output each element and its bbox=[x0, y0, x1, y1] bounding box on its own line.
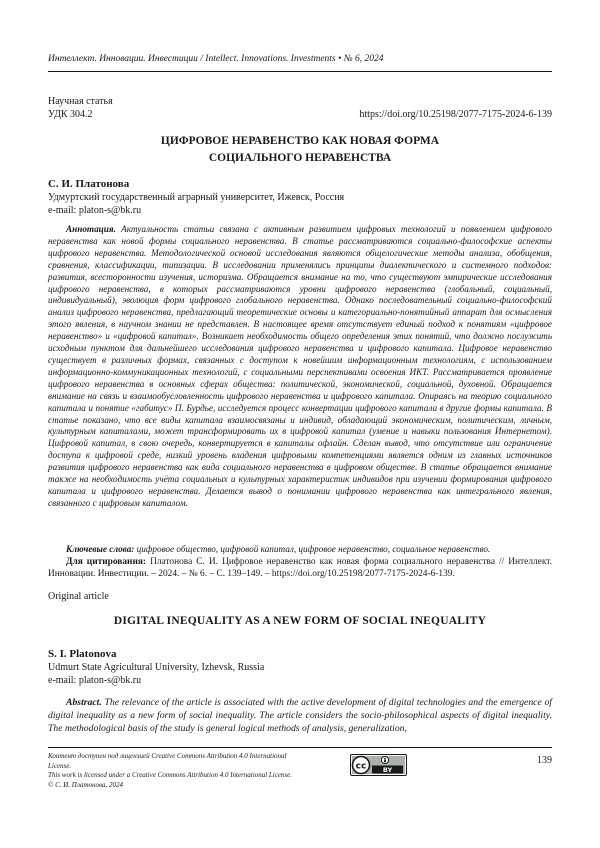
cc-by-text: BY bbox=[382, 766, 393, 775]
cc-logo-text: cc bbox=[355, 761, 367, 772]
title-ru-line-1: ЦИФРОВОЕ НЕРАВЕНСТВО КАК НОВАЯ ФОРМА bbox=[160, 135, 440, 147]
affiliation-en: Udmurt State Agricultural University, Izhevsk, Russia bbox=[48, 662, 265, 673]
keywords-ru-label: Ключевые слова: bbox=[66, 544, 135, 554]
author-en: S. I. Platonova bbox=[48, 648, 117, 660]
citation-ru-text: Платонова С. И. Цифровое неравенство как новая форма социального неравенства // Интеллект. Инновации. Инвестиции. – 2024. – № 6. – С. 139–149. – https://doi.org/10.25198/2077-7175-2024-6-139. bbox=[48, 557, 553, 579]
keywords-ru bbox=[48, 543, 552, 555]
title-ru bbox=[48, 133, 552, 167]
title-en: DIGITAL INEQUALITY AS A NEW FORM OF SOCIAL INEQUALITY bbox=[113, 615, 487, 627]
abstract-ru-text: Актуальность статьи связана с активным развитием цифровых технологий и появлением цифрового неравенства как новой формы социального неравенства. В статье рассматриваются социально-философские аспекты цифрового неравенства. Методологической основой исследования являются общелогические методы анализа, обобщения, сравнения, классификации, типизации. В исследовании применялись принципы диалектического и системного подходов: развития, всесторонности изучения, историзма. Обращается внимание на то, что существуют эмпирические исследования цифрового неравенства, в которых рассматриваются уровни цифрового неравенства (глобальный, социальный, индивидуальный), эволюция форм цифрового глобального неравенства. Однако последовательный социально-философский анализ цифрового неравенства, предлагающий теоретические основы и категориально-понятийный аппарат для осмысления этого явления, в научном знании не представлен. В настоящее время отсутствует единый подход к понятиям «цифровое неравенство» и «цифровой капитал». Возникает необходимость общего определения этих понятий, что должно послужить исходным пунктом для дальнейшего исследования цифрового неравенства и цифрового капитала. Цифровое неравенство существует в различных формах, связанных с доступом к новейшим информационным технологиям, с использованием информационно-коммуникационных технологий, с социальными перспективами освоения ИКТ. Рассматривается проявление цифрового неравенства в основных сферах общества: политической, экономической, социальной, духовной. Обращается внимание на связь и взаимообусловленность цифрового неравенства и цифрового капитала. Опираясь на теорию социального капитала и понятие «габитус» П. Бурдье, исследуется процесс конвертации цифрового капитала в другие формы капитала. В статье показано, что все виды капитала взаимосвязаны и индивид, обладающий экономическим, политическим, личным, культурным капиталами, может трансформировать их в цифровой капитал (умение и навыки пользования Интернетом). Цифровой капитал, в свою очередь, конвертируется в капиталы офлайн. Сделан вывод, что отсутствие или ограничение доступа к цифровой среде, низкий уровень владения цифровыми компетенциями является одним из главных источников развития цифрового неравенства как вида социального неравенства в цифровом обществе. В статье обращается внимание также на необходимость учёта социальных и культурных характеристик индивидов при изучении формирования цифрового капитала и цифрового неравенства. Делается вывод о понимании цифрового неравенства как интегрального явления, связанного с цифровым капиталом. bbox=[48, 224, 552, 508]
doi-link[interactable]: https://doi.org/10.25198/2077-7175-2024-6-139 bbox=[359, 109, 552, 120]
copyright: © С. И. Платонова, 2024 bbox=[48, 780, 124, 789]
abstract-en-label: Abstract. bbox=[66, 697, 102, 708]
keywords-ru-text: цифровое общество, цифровой капитал, цифровое неравенство, социальное неравенство. bbox=[136, 544, 491, 554]
citation-ru-label: Для цитирования: bbox=[66, 557, 147, 567]
abstract-en bbox=[48, 696, 552, 736]
cc-by-license-icon[interactable] bbox=[350, 754, 407, 776]
citation-ru bbox=[48, 556, 552, 580]
journal-running-header: Интеллект. Инновации. Инвестиции / Intellect. Innovations. Investments • № 6, 2024 bbox=[48, 54, 384, 64]
license-en: This work is licensed under a Creative Commons Attribution 4.0 International License. bbox=[48, 771, 293, 779]
author-ru: С. И. Платонова bbox=[48, 178, 130, 190]
abstract-en-text: The relevance of the article is associated with the active development of digital technologies and the emergence of digital inequality as a new form of social inequality. The article considers the socio-philosophical aspects of digital inequality. The methodological basis of the study is general logical methods of analysis, generalization, bbox=[48, 697, 553, 735]
header-rule bbox=[48, 71, 552, 72]
article-type-ru: Научная статья bbox=[48, 96, 113, 107]
article-type-en: Original article bbox=[48, 591, 109, 602]
udc-code: УДК 304.2 bbox=[48, 109, 93, 120]
email-ru[interactable]: e-mail: platon-s@bk.ru bbox=[48, 205, 142, 216]
abstract-ru-label: Аннотация. bbox=[66, 224, 116, 234]
page-number: 139 bbox=[537, 755, 552, 766]
email-en[interactable]: e-mail: platon-s@bk.ru bbox=[48, 675, 142, 686]
license-notice bbox=[48, 752, 308, 790]
title-ru-line-2: СОЦИАЛЬНОГО НЕРАВЕНСТВА bbox=[208, 152, 392, 164]
affiliation-ru: Удмуртский государственный аграрный университет, Ижевск, Россия bbox=[48, 192, 345, 203]
license-ru: Контент доступен под лицензией Creative Commons Attribution 4.0 International License. bbox=[48, 752, 287, 770]
footer-rule bbox=[48, 747, 552, 748]
abstract-ru bbox=[48, 224, 552, 510]
